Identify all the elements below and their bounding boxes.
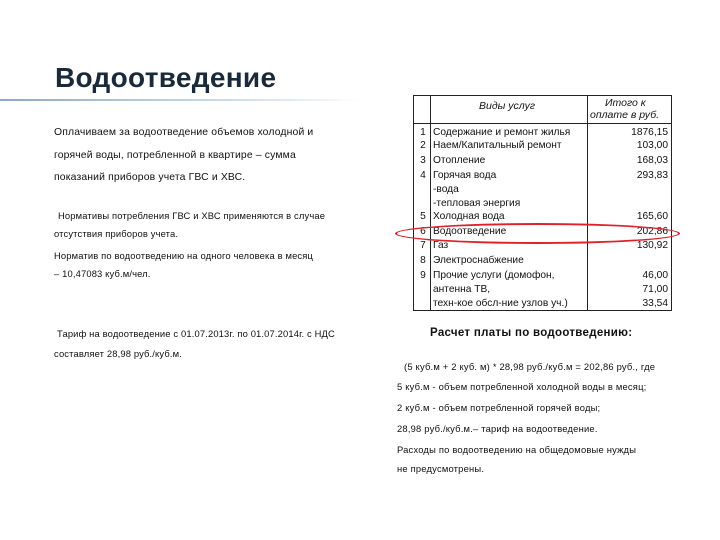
header-services: Виды услуг [479, 100, 536, 112]
title-underline [0, 99, 360, 101]
calc-line-3: 28,98 руб./куб.м.– тариф на водоотведение. [397, 423, 598, 434]
services-table [413, 95, 672, 311]
calc-line-5: не предусмотрены. [397, 463, 485, 474]
norm-line-3: Норматив по водоотведению на одного человека в месяц [54, 250, 314, 261]
table-row-drainage: 6 Водоотведение 202,86 [420, 226, 668, 237]
table-header-divider [414, 123, 671, 124]
header-total-line2: оплате в руб. [590, 109, 660, 121]
calc-title: Расчет платы по водоотведению: [430, 327, 633, 339]
header-total-line1: Итого к [605, 97, 646, 109]
intro-line-1: Оплачиваем за водоотведение объемов холодной и [54, 127, 314, 138]
table-row: 1 Содержание и ремонт жилья 1876,15 [420, 127, 668, 138]
norm-line-4: – 10,47083 куб.м/чел. [54, 268, 151, 279]
intro-line-3: показаний приборов учета ГВС и ХВС. [54, 172, 246, 183]
drainage-highlight-ellipse [395, 223, 680, 244]
norm-line-1: Нормативы потребления ГВС и ХВС применяются в случае [58, 210, 326, 221]
table-row: техн-кое обсл-ние узлов уч.) 33,54 [433, 298, 668, 309]
table-row: 3 Отопление 168,03 [420, 155, 668, 166]
norm-line-2: отсутствия приборов учета. [54, 228, 179, 239]
table-row: 5 Холодная вода 165,60 [420, 211, 668, 222]
table-row: -вода [433, 184, 459, 195]
page-title: Водоотведение [55, 62, 277, 93]
table-row: антенна ТВ, 71,00 [433, 284, 668, 295]
table-row: 7 Газ 130,92 [420, 240, 668, 251]
intro-line-2: горячей воды, потребленной в квартире – сумма [54, 150, 296, 161]
tariff-line-1: Тариф на водоотведение с 01.07.2013г. по 01.07.2014г. с НДС [57, 328, 335, 339]
table-row: -тепловая энергия [433, 198, 521, 209]
table-row: 9 Прочие услуги (домофон, 46,00 [420, 270, 668, 281]
table-row: 4 Горячая вода 293,83 [420, 170, 668, 181]
tariff-line-2: составляет 28,98 руб./куб.м. [54, 348, 182, 359]
calc-formula: (5 куб.м + 2 куб. м) * 28,98 руб./куб.м = 202,86 руб., где [404, 361, 656, 372]
calc-line-2: 2 куб.м - объем потребленной горячей воды; [397, 402, 601, 413]
table-row: 2 Наем/Капитальный ремонт 103,00 [420, 140, 668, 151]
table-row: 8 Электроснабжение [420, 255, 524, 266]
calc-line-1: 5 куб.м - объем потребленной холодной воды в месяц; [397, 381, 647, 392]
calc-line-4: Расходы по водоотведению на общедомовые нужды [397, 444, 637, 455]
